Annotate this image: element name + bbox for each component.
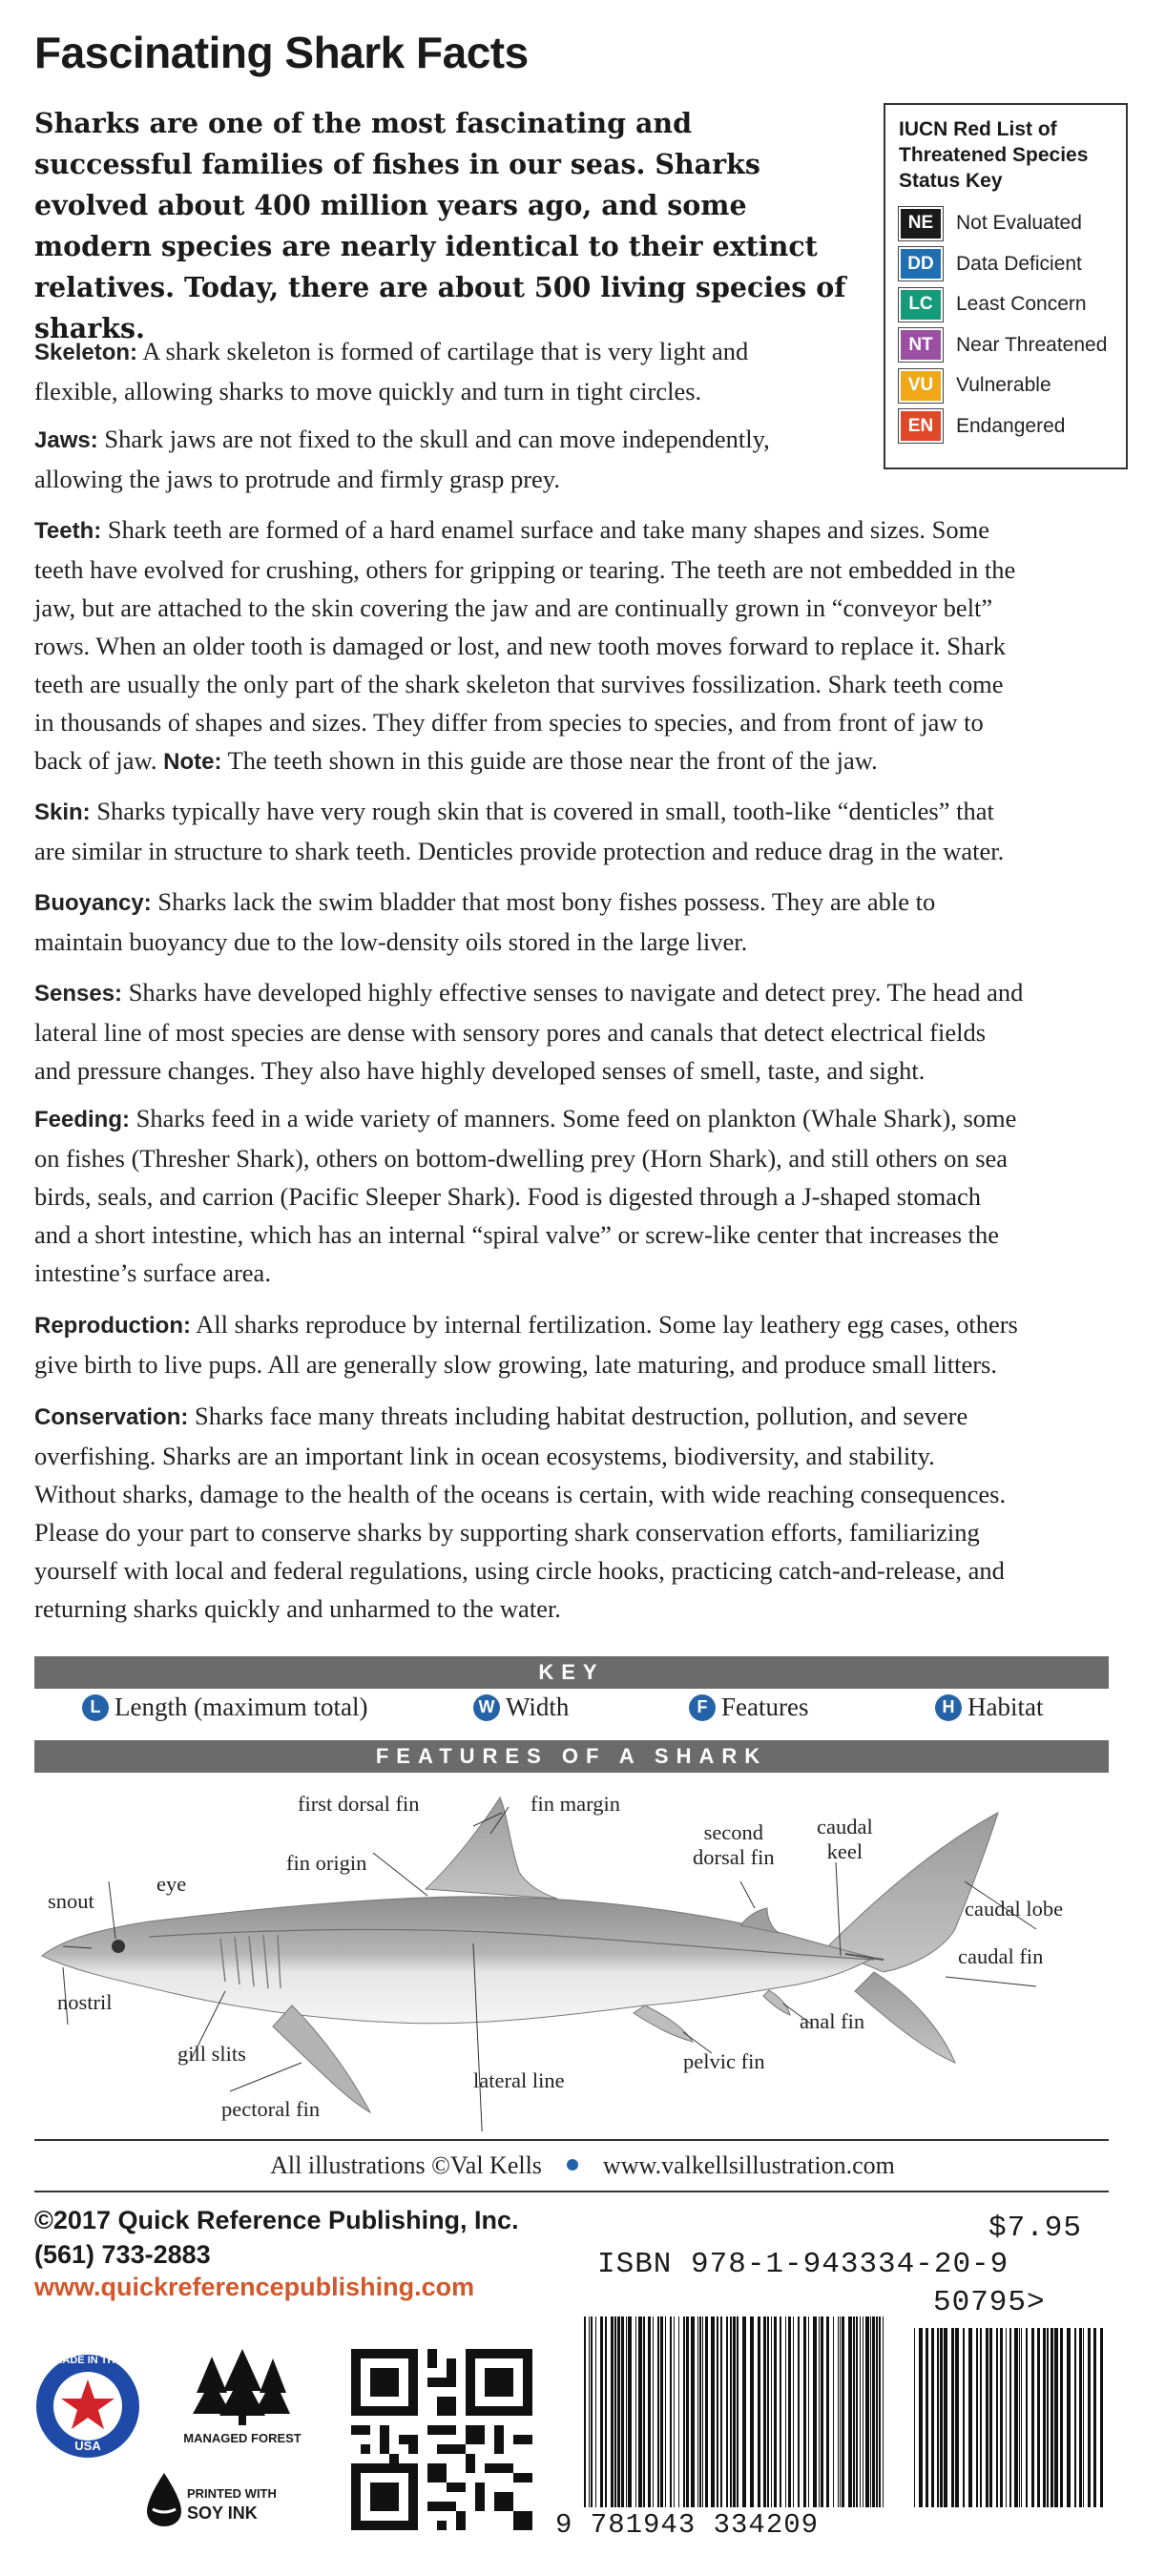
label-caudal-keel-line: caudal — [817, 1815, 873, 1839]
teeth-line: rows. When an older tooth is damaged or lost, and new tooth moves forward to replace it. Shark — [34, 632, 1007, 660]
usa-badge-top: MADE IN THE — [53, 2355, 122, 2366]
barcode-bar — [1021, 2328, 1022, 2507]
teeth-line: in thousands of shapes and sizes. They differ from species to species, and from front of jaw to — [34, 708, 984, 737]
barcode-bar — [1014, 2328, 1018, 2507]
status-badge-nt: NT — [899, 328, 943, 362]
jaws-label: Jaws: — [34, 427, 98, 453]
label-eye: eye — [156, 1872, 187, 1896]
status-label-nt: Near Threatened — [956, 333, 1108, 356]
barcode-bar — [819, 2316, 820, 2507]
barcode-bar — [856, 2316, 858, 2507]
bullet-dot — [567, 2159, 578, 2171]
status-key-title-2: Threatened Species — [899, 144, 1089, 166]
status-label-vu: Vulnerable — [956, 374, 1051, 397]
barcode-bar — [808, 2316, 809, 2507]
barcode-bar — [584, 2316, 586, 2507]
trees-icon — [191, 2349, 292, 2425]
conservation-paragraph — [34, 1397, 1132, 1628]
barcode-bar — [763, 2316, 766, 2507]
barcode-bar — [1043, 2328, 1046, 2507]
soy-ink-icon — [143, 2471, 185, 2528]
status-badge-dd: DD — [899, 247, 943, 280]
soy-ink-line-1: PRINTED WITH — [187, 2486, 277, 2501]
teeth-paragraph — [34, 510, 1132, 781]
barcode-bar — [853, 2316, 855, 2507]
key-habitat-label: Habitat — [967, 1693, 1044, 1721]
skeleton-line: A shark skeleton is formed of cartilage that is very light and — [137, 337, 749, 365]
status-badge-en: EN — [899, 409, 943, 443]
feeding-line: on fishes (Thresher Shark), others on bottom-dwelling prey (Horn Shark), and still others on sea — [34, 1144, 1009, 1173]
conservation-line: Without sharks, damage to the health of the oceans is certain, with wide reaching consequences. — [34, 1480, 1007, 1508]
barcode-bar — [940, 2328, 943, 2507]
barcode-bar — [980, 2328, 982, 2507]
feeding-line: and a short intestine, which has an internal “spiral valve” or screw-like center that increases the — [34, 1220, 1000, 1249]
soy-ink-line-2: SOY INK — [187, 2503, 258, 2523]
label-pelvic-fin: pelvic fin — [683, 2049, 765, 2073]
barcode-bar — [803, 2316, 806, 2507]
publisher-url[interactable]: www.quickreferencepublishing.com — [34, 2273, 475, 2301]
barcode-bar — [914, 2328, 915, 2507]
barcode-bar — [626, 2316, 627, 2507]
label-caudal-keel-line: keel — [826, 1839, 863, 1863]
status-badge-vu: VU — [899, 369, 943, 403]
shark-illustration — [34, 1776, 1109, 2131]
barcode-bar — [614, 2316, 616, 2507]
barcode-bar — [774, 2316, 777, 2507]
barcode-bar — [793, 2316, 794, 2507]
barcode-bar — [621, 2316, 624, 2507]
label-gill-slits: gill slits — [177, 2042, 246, 2066]
teeth-line: teeth have evolved for crushing, others for gripping or tearing. The teeth are not embedded in the — [34, 555, 1016, 584]
teeth-line: teeth are usually the only part of the shark skeleton that survives fossilization. Shark teeth come — [34, 670, 1004, 698]
status-label-lc: Least Concern — [956, 293, 1087, 316]
divider-top — [34, 2139, 1109, 2141]
label-second-dorsal-fin — [693, 1820, 775, 1870]
qr-code[interactable] — [351, 2349, 532, 2530]
phone-number: (561) 733-2883 — [34, 2240, 211, 2269]
barcode-bar — [860, 2316, 861, 2507]
label-caudal-fin: caudal fin — [958, 1944, 1044, 1968]
barcode-bar — [955, 2328, 959, 2507]
page-title: Fascinating Shark Facts — [34, 28, 529, 77]
skin-line: Sharks typically have very rough skin that is covered in small, tooth-like “denticles” that — [90, 797, 994, 825]
credit-text: All illustrations ©Val Kells — [270, 2151, 542, 2179]
barcode-bar — [702, 2316, 703, 2507]
label-anal-fin: anal fin — [800, 2009, 865, 2033]
copyright-line: ©2017 Quick Reference Publishing, Inc. — [34, 2206, 519, 2234]
barcode-bar — [1031, 2328, 1034, 2507]
status-label-dd: Data Deficient — [956, 252, 1082, 275]
barcode-bar — [705, 2316, 708, 2507]
label-snout: snout — [48, 1889, 94, 1913]
label-first-dorsal-fin: first dorsal fin — [298, 1792, 420, 1816]
barcode-bar — [989, 2328, 992, 2507]
features-bar: FEATURES OF A SHARK — [34, 1740, 1109, 1773]
status-key-title-1: IUCN Red List of — [899, 118, 1057, 140]
barcode-bar — [976, 2328, 978, 2507]
barcode-bar — [1067, 2328, 1071, 2507]
teeth-note-text: The teeth shown in this guide are those near the front of the jaw. — [221, 746, 878, 775]
conservation-line: returning sharks quickly and unharmed to the water. — [34, 1594, 561, 1623]
status-row-lc — [899, 284, 1126, 325]
skeleton-label: Skeleton: — [34, 340, 138, 365]
length-icon: L — [82, 1694, 109, 1721]
barcode-bar — [699, 2316, 701, 2507]
barcode-bar — [944, 2328, 947, 2507]
key-legend — [34, 1687, 1109, 1731]
buoyancy-paragraph — [34, 883, 1132, 961]
intro-paragraph: Sharks are one of the most fascinating and successful families of fishes in our seas. Sharks evolved about 400 million years ago, and some modern species are nearly identical to their extinct relatives. Today, there are about 500 living species of sharks. — [34, 107, 846, 344]
status-row-nt — [899, 325, 1126, 366]
barcode-bar — [1083, 2328, 1084, 2507]
barcode-bar — [996, 2328, 998, 2507]
barcode-bar — [733, 2316, 736, 2507]
key-width — [473, 1693, 569, 1722]
barcode-bar — [842, 2316, 844, 2507]
usa-badge-bottom: USA — [74, 2439, 101, 2453]
feeding-line: birds, seals, and carrion (Pacific Sleeper Shark). Food is digested through a J-shaped stomach — [34, 1182, 982, 1211]
key-features — [689, 1693, 808, 1722]
skin-paragraph — [34, 792, 1132, 870]
skeleton-line: flexible, allowing sharks to move quickly and turn in tight circles. — [34, 377, 702, 405]
barcode-bar — [1047, 2328, 1049, 2507]
conservation-label: Conservation: — [34, 1404, 189, 1430]
key-length-label: Length (maximum total) — [114, 1693, 368, 1721]
barcode-bar — [628, 2316, 632, 2507]
barcode-bar — [726, 2316, 728, 2507]
feeding-label: Feeding: — [34, 1107, 130, 1132]
barcode-bar — [683, 2316, 685, 2507]
barcode-bar — [963, 2328, 965, 2507]
barcode-bar — [937, 2328, 939, 2507]
status-label-ne: Not Evaluated — [956, 212, 1082, 235]
barcode-bar — [635, 2316, 636, 2507]
barcode-bar — [826, 2316, 829, 2507]
conservation-line: yourself with local and federal regulations, using circle hooks, practicing catch-and-release, and — [34, 1556, 1005, 1585]
status-row-ne — [899, 203, 1126, 244]
isbn: ISBN 978-1-943334-20-9 — [597, 2248, 1009, 2281]
label-nostril: nostril — [57, 1990, 113, 2014]
status-row-dd — [899, 244, 1126, 285]
barcode-bar — [589, 2316, 590, 2507]
barcode-bar — [879, 2316, 881, 2507]
barcode-bar — [638, 2316, 642, 2507]
managed-forest-label: MANAGED FOREST — [183, 2431, 302, 2445]
conservation-line: Sharks face many threats including habitat destruction, pollution, and severe — [188, 1402, 968, 1430]
key-width-label: Width — [506, 1693, 570, 1721]
barcode-bar — [986, 2328, 988, 2507]
label-second-dorsal-fin-line: dorsal fin — [693, 1845, 775, 1869]
buoyancy-line: Sharks lack the swim bladder that most bony fishes possess. They are able to — [151, 887, 936, 916]
barcode-bar — [951, 2328, 954, 2507]
barcode-bar — [840, 2316, 841, 2507]
label-pectoral-fin: pectoral fin — [221, 2097, 321, 2121]
status-row-en — [899, 406, 1126, 447]
feeding-line: intestine’s surface area. — [34, 1258, 271, 1287]
barcode-bar — [600, 2316, 603, 2507]
buoyancy-label: Buoyancy: — [34, 890, 152, 916]
jaws-line: allowing the jaws to protrude and firmly grasp prey. — [34, 465, 560, 493]
buoyancy-line: maintain buoyancy due to the low-density oils stored in the large liver. — [34, 927, 748, 956]
reproduction-paragraph — [34, 1305, 1132, 1383]
barcode-bar — [931, 2328, 934, 2507]
barcode-bar — [730, 2316, 732, 2507]
barcode-bar — [865, 2316, 869, 2507]
iucn-status-key — [884, 103, 1128, 469]
key-habitat — [935, 1693, 1043, 1722]
barcode-bar — [798, 2316, 800, 2507]
barcode-bar — [838, 2316, 839, 2507]
barcode-bar — [848, 2316, 852, 2507]
label-caudal-lobe: caudal lobe — [965, 1897, 1064, 1921]
price-code: 50795> — [933, 2286, 1046, 2319]
jaws-paragraph — [34, 420, 874, 498]
barcode-bar — [968, 2328, 972, 2507]
barcode — [582, 2316, 887, 2507]
barcode-bar — [1088, 2328, 1091, 2507]
teeth-label: Teeth: — [34, 518, 102, 544]
reproduction-line: All sharks reproduce by internal fertilization. Some lay leathery egg cases, others — [190, 1310, 1018, 1339]
divider-bottom — [34, 2191, 1109, 2192]
barcode-bar — [785, 2316, 786, 2507]
illustrator-website-link[interactable]: www.valkellsillustration.com — [602, 2151, 895, 2179]
barcode-bar — [686, 2316, 689, 2507]
reproduction-line: give birth to live pups. All are generally slow growing, late maturing, and produce small litters. — [34, 1350, 997, 1379]
key-bar: KEY — [34, 1656, 1109, 1689]
barcode-bar — [611, 2316, 614, 2507]
feeding-paragraph — [34, 1099, 1132, 1292]
barcode-bar — [1079, 2328, 1082, 2507]
barcode-bar — [788, 2316, 791, 2507]
width-icon: W — [473, 1694, 500, 1721]
barcode-bar — [711, 2316, 715, 2507]
barcode-bar — [678, 2316, 679, 2507]
barcode-bar — [1009, 2328, 1011, 2507]
barcode-bar — [876, 2316, 878, 2507]
senses-line: lateral line of most species are dense with sensory pores and canals that detect electrical fields — [34, 1018, 987, 1047]
features-icon: F — [689, 1694, 716, 1721]
barcode-bar — [717, 2316, 718, 2507]
price-barcode — [912, 2328, 1109, 2507]
key-length — [82, 1693, 367, 1722]
barcode-bar — [660, 2316, 663, 2507]
barcode-bar — [813, 2316, 817, 2507]
barcode-bar — [872, 2316, 875, 2507]
teeth-line: jaw, but are attached to the skin covering the jaw and are continually grown in “conveyor belt” — [34, 593, 993, 622]
reproduction-label: Reproduction: — [34, 1313, 191, 1339]
barcode-bar — [1100, 2328, 1103, 2507]
teeth-note-label: Note: — [163, 749, 222, 775]
barcode-bar — [643, 2316, 645, 2507]
barcode-bar — [833, 2316, 834, 2507]
barcode-bar — [1000, 2328, 1003, 2507]
shark-diagram — [34, 1776, 1109, 2131]
jaws-line: Shark jaws are not fixed to the skull and can move independently, — [97, 425, 770, 453]
barcode-bar — [767, 2316, 769, 2507]
barcode-bar — [697, 2316, 698, 2507]
barcode-bar — [1054, 2328, 1058, 2507]
barcode-bar — [1060, 2328, 1063, 2507]
barcode-bar — [737, 2316, 739, 2507]
barcode-bar — [742, 2316, 746, 2507]
barcode-bar — [870, 2316, 871, 2507]
status-badge-lc: LC — [899, 288, 943, 322]
skin-line: are similar in structure to shark teeth. Denticles provide protection and reduce drag in the water. — [34, 837, 1005, 865]
soy-ink-label — [187, 2484, 277, 2523]
senses-line: Sharks have developed highly effective senses to navigate and detect prey. The head and — [122, 978, 1024, 1007]
barcode-bar — [821, 2316, 823, 2507]
barcode-bar — [1019, 2328, 1020, 2507]
barcode-bar — [883, 2316, 884, 2507]
illustration-credit — [0, 2151, 1165, 2180]
status-label-en: Endangered — [956, 414, 1066, 437]
conservation-line: Please do your part to conserve sharks by supporting shark conservation efforts, familiarizing — [34, 1518, 980, 1547]
barcode-bar — [771, 2316, 772, 2507]
barcode-bar — [670, 2316, 672, 2507]
label-lateral-line: lateral line — [473, 2068, 565, 2092]
price: $7.95 — [988, 2212, 1083, 2245]
barcode-bar — [780, 2316, 781, 2507]
barcode-bar — [758, 2316, 760, 2507]
barcode-bar — [1026, 2328, 1028, 2507]
barcode-bar — [674, 2316, 675, 2507]
conservation-line: overfishing. Sharks are an important link in ocean ecosystems, biodiversity, and stability. — [34, 1442, 935, 1470]
label-second-dorsal-fin-line: second — [703, 1820, 764, 1844]
skin-label: Skin: — [34, 800, 91, 825]
barcode-bar — [595, 2316, 596, 2507]
label-fin-origin: fin origin — [286, 1851, 367, 1875]
senses-label: Senses: — [34, 981, 123, 1007]
barcode-bar — [1051, 2328, 1053, 2507]
skeleton-paragraph — [34, 332, 874, 410]
status-badge-ne: NE — [899, 207, 943, 240]
senses-line: and pressure changes. They also have highly developed senses of smell, taste, and sight. — [34, 1056, 926, 1085]
barcode-bar — [926, 2328, 928, 2507]
barcode-bar — [720, 2316, 722, 2507]
barcode-bar — [750, 2316, 754, 2507]
teeth-line: Shark teeth are formed of a hard enamel surface and take many shapes and sizes. Some — [101, 515, 990, 544]
teeth-line: back of jaw. — [34, 746, 164, 775]
label-fin-margin: fin margin — [530, 1792, 620, 1816]
senses-paragraph — [34, 973, 1132, 1090]
barcode-bar — [919, 2328, 923, 2507]
barcode-bar — [1074, 2328, 1076, 2507]
barcode-bar — [657, 2316, 659, 2507]
feeding-line: Sharks feed in a wide variety of manners. Some feed on plankton (Whale Shark), some — [130, 1104, 1017, 1132]
key-features-label: Features — [721, 1693, 809, 1721]
barcode-bar — [605, 2316, 607, 2507]
label-caudal-keel — [817, 1815, 873, 1864]
status-key-title-3: Status Key — [899, 170, 1003, 192]
barcode-bar — [1037, 2328, 1040, 2507]
barcode-bar — [653, 2316, 654, 2507]
status-row-vu — [899, 365, 1126, 406]
barcode-bar — [648, 2316, 651, 2507]
barcode-digits: 9 781943 334209 — [555, 2509, 820, 2541]
barcode-bar — [665, 2316, 666, 2507]
barcode-bar — [691, 2316, 695, 2507]
barcode-bar — [1093, 2328, 1096, 2507]
barcode-bar — [591, 2316, 593, 2507]
habitat-icon: H — [935, 1694, 962, 1721]
barcode-bar — [617, 2316, 620, 2507]
barcode-bar — [1006, 2328, 1007, 2507]
